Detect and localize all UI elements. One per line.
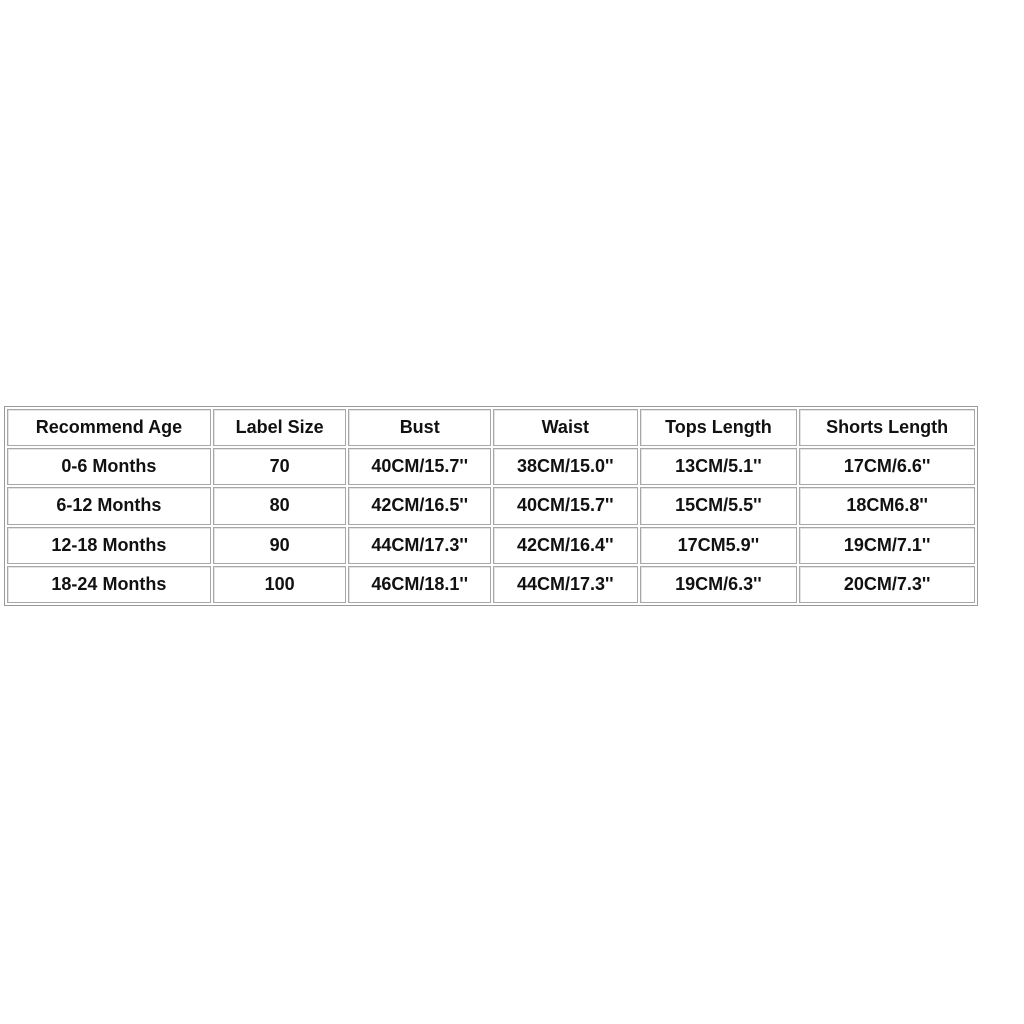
header-cell-label-size: Label Size <box>213 409 347 446</box>
table-row <box>7 487 975 524</box>
table-cell: 46CM/18.1'' <box>348 566 491 603</box>
header-cell-waist: Waist <box>493 409 638 446</box>
table-cell: 19CM/6.3'' <box>640 566 798 603</box>
table-cell: 70 <box>213 448 347 485</box>
header-row <box>7 409 975 446</box>
table-row <box>7 527 975 564</box>
table-row <box>7 448 975 485</box>
table-cell: 0-6 Months <box>7 448 211 485</box>
table-cell: 40CM/15.7'' <box>493 487 638 524</box>
table-cell: 42CM/16.4'' <box>493 527 638 564</box>
table-row <box>7 566 975 603</box>
table-cell: 80 <box>213 487 347 524</box>
table-cell: 42CM/16.5'' <box>348 487 491 524</box>
table-cell: 18CM6.8'' <box>799 487 975 524</box>
table-cell: 44CM/17.3'' <box>348 527 491 564</box>
table-cell: 40CM/15.7'' <box>348 448 491 485</box>
size-chart-table <box>5 407 977 605</box>
header-cell-recommend-age: Recommend Age <box>7 409 211 446</box>
table-cell: 18-24 Months <box>7 566 211 603</box>
table-cell: 44CM/17.3'' <box>493 566 638 603</box>
table-cell: 38CM/15.0'' <box>493 448 638 485</box>
table-cell: 100 <box>213 566 347 603</box>
table-cell: 15CM/5.5'' <box>640 487 798 524</box>
table-cell: 13CM/5.1'' <box>640 448 798 485</box>
table-cell: 17CM/6.6'' <box>799 448 975 485</box>
table-cell: 90 <box>213 527 347 564</box>
header-cell-tops-length: Tops Length <box>640 409 798 446</box>
size-chart <box>4 406 978 606</box>
table-cell: 12-18 Months <box>7 527 211 564</box>
table-cell: 6-12 Months <box>7 487 211 524</box>
header-cell-bust: Bust <box>348 409 491 446</box>
header-cell-shorts-length: Shorts Length <box>799 409 975 446</box>
table-cell: 20CM/7.3'' <box>799 566 975 603</box>
table-cell: 17CM5.9'' <box>640 527 798 564</box>
table-cell: 19CM/7.1'' <box>799 527 975 564</box>
